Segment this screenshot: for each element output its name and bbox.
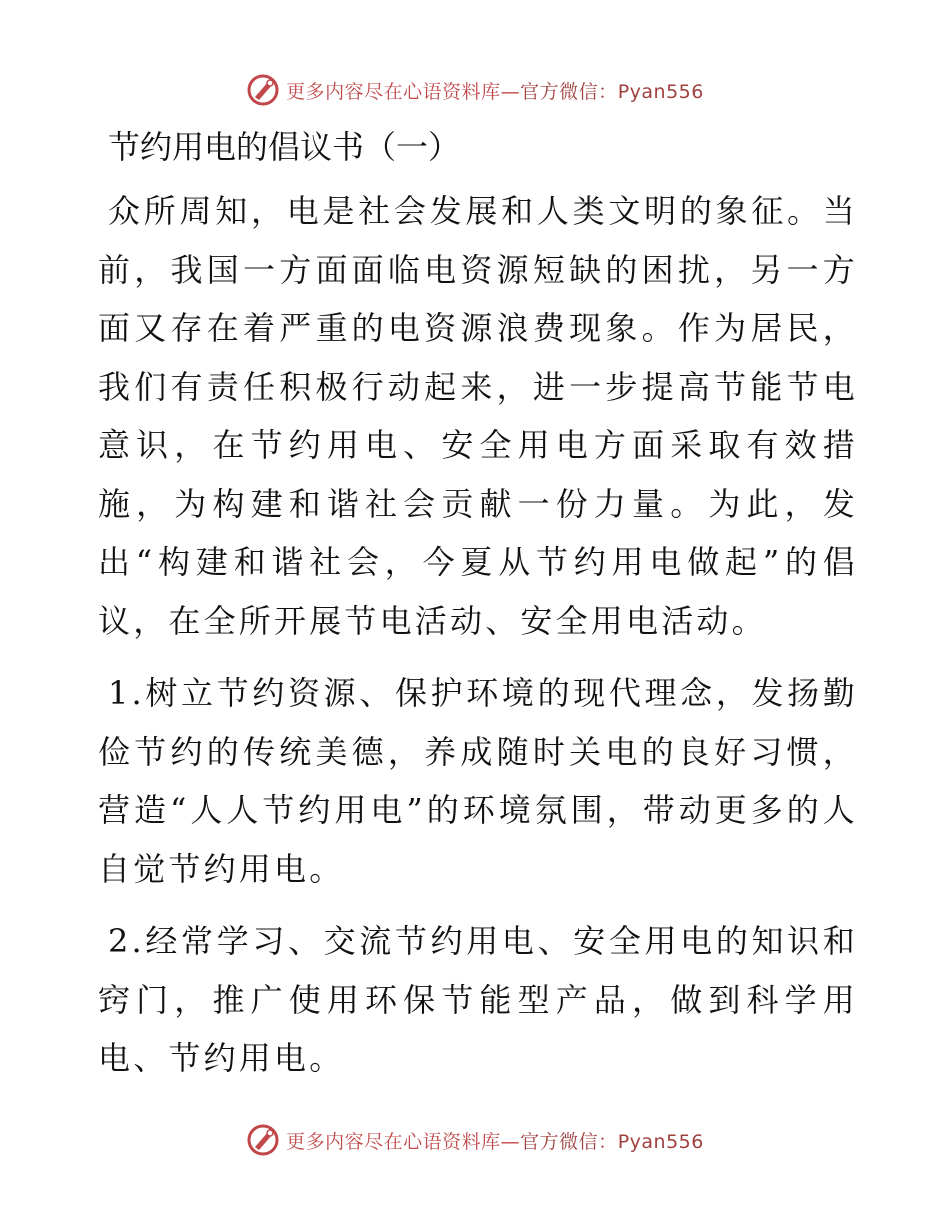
paragraph-item-1: 1.树立节约资源、保护环境的现代理念，发扬勤俭节约的传统美德，养成随时关电的良好习惯，营造“人人节约用电”的环境氛围，带动更多的人自觉节约用电。: [98, 674, 858, 888]
watermark-wechat-account: Pyan556: [617, 80, 704, 103]
watermark-wechat-account: Pyan556: [617, 1130, 704, 1153]
watermark-site-name: 更多内容尽在心语资料库: [286, 1130, 501, 1153]
watermark-dash: —: [500, 80, 521, 103]
paragraph-intro: 众所周知，电是社会发展和人类文明的象征。当前，我国一方面面临电资源短缺的困扰，另一方面又存在着严重的电资源浪费现象。作为居民，我们有责任积极行动起来，进一步提高节能节电意识，在节约用电、安全用电方面采取有效措施，为构建和谐社会贡献一份力量。为此，发出“构建和谐社会，今夏从节约用电做起”的倡议，在全所开展节电活动、安全用电活动。: [98, 192, 858, 640]
watermark-text: [286, 77, 704, 104]
paragraph-item-2: 2.经常学习、交流节约用电、安全用电的知识和窍门，推广使用环保节能型产品，做到科学用电、节约用电。: [98, 922, 858, 1077]
watermark-wechat-label: 官方微信：: [520, 1130, 618, 1153]
footer-watermark: [0, 1120, 950, 1160]
watermark-site-name: 更多内容尽在心语资料库: [286, 80, 501, 103]
watermark-dash: —: [500, 1130, 521, 1153]
header-watermark: [0, 70, 950, 110]
brand-logo-icon: [246, 73, 280, 107]
document-body: [98, 118, 858, 1094]
brand-logo-icon: [246, 1123, 280, 1157]
watermark-text: [286, 1127, 704, 1154]
document-title: 节约用电的倡议书（一）: [108, 128, 461, 166]
watermark-wechat-label: 官方微信：: [520, 80, 618, 103]
